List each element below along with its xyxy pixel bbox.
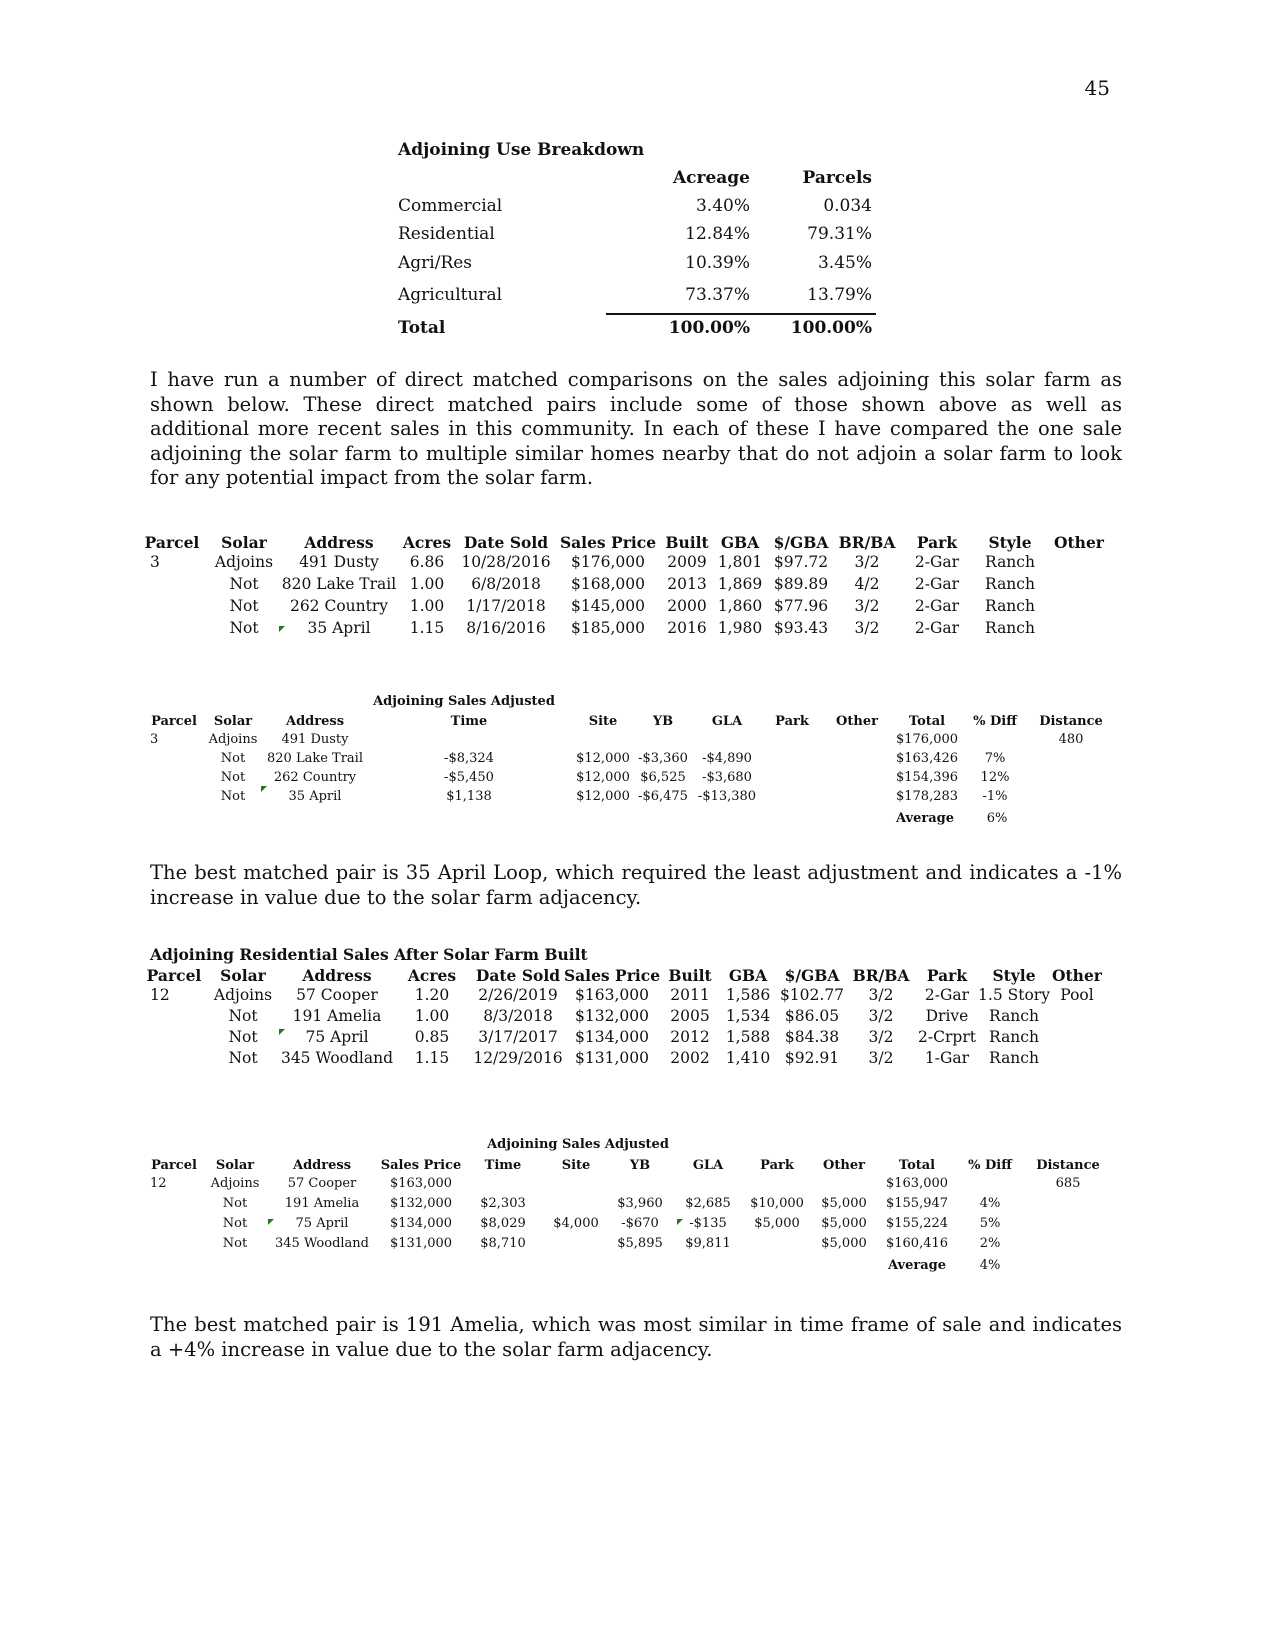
table-cell: 1.00 [409, 575, 445, 593]
breakdown-parcels: 0.034 [823, 196, 872, 216]
breakdown-parcels: 79.31% [807, 224, 872, 244]
column-header: Date Sold [463, 533, 549, 552]
table-cell: 8/3/2018 [483, 1007, 553, 1025]
breakdown-total-rule [606, 313, 876, 315]
column-header: $/GBA [784, 966, 840, 985]
breakdown-label: Agri/Res [398, 253, 473, 273]
column-header: Parcel [151, 1158, 197, 1173]
column-header: YB [629, 1158, 651, 1173]
table-cell: 2% [979, 1236, 1001, 1251]
table-cell: 0.85 [414, 1028, 450, 1046]
column-header: Style [992, 966, 1036, 985]
table-cell: $134,000 [389, 1216, 453, 1231]
table-cell: 35 April [288, 789, 342, 804]
table-cell: 3/17/2017 [478, 1028, 558, 1046]
table-cell: Not [222, 1216, 248, 1231]
page-number: 45 [1084, 76, 1110, 100]
comment-flag-icon [261, 786, 267, 792]
table-cell: 1.5 Story [978, 986, 1050, 1004]
table-cell: 2-Gar [914, 619, 960, 637]
column-header: Time [450, 714, 488, 729]
column-header: Acres [407, 966, 457, 985]
breakdown-col-acreage: Acreage [672, 168, 750, 188]
column-header: Total [898, 1158, 936, 1173]
table-cell: 2000 [667, 597, 707, 615]
column-header: Parcel [151, 714, 197, 729]
column-header: % Diff [973, 714, 1017, 729]
breakdown-header-row [398, 168, 878, 194]
table-cell: $5,000 [754, 1216, 800, 1231]
table-cell: $8,710 [480, 1236, 526, 1251]
table-cell: $92.91 [784, 1049, 840, 1067]
table-cell: Ranch [985, 575, 1035, 593]
breakdown-row [398, 196, 878, 222]
table-cell: Not [220, 751, 246, 766]
table-cell: 2005 [670, 1007, 710, 1025]
average-label: Average [895, 811, 955, 826]
table-cell: $3,960 [617, 1196, 663, 1211]
column-header: GBA [720, 533, 760, 552]
table-cell: Ranch [989, 1007, 1039, 1025]
table-cell: $9,811 [685, 1236, 731, 1251]
table-cell: 3/2 [868, 1028, 894, 1046]
column-header: % Diff [968, 1158, 1012, 1173]
table-cell: 7% [984, 751, 1006, 766]
table-cell: $163,426 [895, 751, 959, 766]
table-cell: $176,000 [571, 553, 645, 571]
table-cell: 2-Gar [914, 553, 960, 571]
table-cell: Not [220, 789, 246, 804]
table-cell: Not [229, 619, 259, 637]
table-cell: $155,224 [885, 1216, 949, 1231]
table-cell: $163,000 [389, 1176, 453, 1191]
column-header: Date Sold [475, 966, 561, 985]
column-header: Other [1052, 966, 1102, 985]
table-cell: 1,860 [717, 597, 763, 615]
table-cell: 4% [979, 1196, 1001, 1211]
table-cell: $5,000 [821, 1236, 867, 1251]
breakdown-col-parcels: Parcels [802, 168, 872, 188]
table-cell: $132,000 [389, 1196, 453, 1211]
column-header: Address [302, 966, 372, 985]
column-header: Other [836, 714, 878, 729]
table-cell: $97.72 [773, 553, 829, 571]
table-cell: $86.05 [784, 1007, 840, 1025]
table-cell: $178,283 [895, 789, 959, 804]
column-header: Parcel [146, 966, 202, 985]
column-header: Address [292, 1158, 352, 1173]
column-header: BR/BA [852, 966, 910, 985]
table-cell: Not [229, 575, 259, 593]
average-value: 4% [979, 1258, 1001, 1273]
table-cell: $1,138 [446, 789, 492, 804]
table-cell: 12% [980, 770, 1010, 785]
column-header: Site [561, 1158, 591, 1173]
table-cell: 820 Lake Trail [281, 575, 397, 593]
breakdown-row [398, 253, 878, 279]
column-header: Sales Price [559, 533, 657, 552]
table-cell: Ranch [989, 1028, 1039, 1046]
table-cell: $77.96 [773, 597, 829, 615]
intro-paragraph-text: I have run a number of direct matched comparisons on the sales adjoining this solar farm as shown below. These direct matched pairs include some of those shown above as well as additional more recent sales in this community. In each of these I have compared the one sale adjoining the solar farm to multiple similar homes nearby that do not adjoin a solar farm to look for any potential impact from the solar farm. [150, 368, 1122, 490]
table-cell: 345 Woodland [274, 1236, 370, 1251]
table-cell: $154,396 [895, 770, 959, 785]
table-cell: -$670 [621, 1216, 659, 1231]
breakdown-title: Adjoining Use Breakdown [398, 140, 645, 160]
table-cell: 3 [150, 553, 160, 571]
table-cell: 1,980 [717, 619, 763, 637]
table-cell: 2-Crprt [918, 1028, 976, 1046]
table-cell: 5% [979, 1216, 1001, 1231]
table-cell: 57 Cooper [296, 986, 378, 1004]
table-cell: 491 Dusty [281, 732, 349, 747]
breakdown-total-label: Total [398, 318, 446, 338]
column-header: BR/BA [838, 533, 896, 552]
table-cell: 57 Cooper [287, 1176, 357, 1191]
breakdown-acreage: 3.40% [695, 196, 750, 216]
column-header: Distance [1039, 714, 1103, 729]
breakdown-label: Commercial [398, 196, 503, 216]
table-cell: 2-Gar [924, 986, 970, 1004]
table-cell: Ranch [985, 597, 1035, 615]
table-cell: Adjoins [208, 732, 258, 747]
table-cell: 1,869 [717, 575, 763, 593]
column-header: $/GBA [773, 533, 829, 552]
table-cell: $5,000 [821, 1196, 867, 1211]
table-cell: 6.86 [409, 553, 445, 571]
column-header: GBA [728, 966, 768, 985]
table-cell: $10,000 [750, 1196, 804, 1211]
conclusion-paragraph-1-text: The best matched pair is 35 April Loop, which required the least adjustment and indicates a -1% increase in value due to the solar farm adjacency. [150, 861, 1122, 909]
table-cell: Not [229, 597, 259, 615]
table-cell: Not [220, 770, 246, 785]
table-cell: $12,000 [576, 770, 630, 785]
table-cell: 191 Amelia [292, 1007, 382, 1025]
table-cell: 10/28/2016 [461, 553, 551, 571]
table-cell: Not [228, 1049, 258, 1067]
breakdown-acreage: 73.37% [685, 285, 750, 305]
table-cell: $2,685 [685, 1196, 731, 1211]
table-cell: 480 [1058, 732, 1084, 747]
table-cell: 1,410 [725, 1049, 771, 1067]
table-cell: -1% [982, 789, 1008, 804]
conclusion-paragraph-2-text: The best matched pair is 191 Amelia, which was most similar in time frame of sale and indicates a +4% increase in value due to the solar farm adjacency. [150, 1313, 1122, 1361]
table-cell: 1-Gar [924, 1049, 970, 1067]
table-cell: Pool [1060, 986, 1094, 1004]
table-cell: -$3,680 [702, 770, 752, 785]
table-cell: Not [228, 1028, 258, 1046]
table-cell: $102.77 [779, 986, 845, 1004]
column-header: Distance [1036, 1158, 1100, 1173]
table-cell: Adjoins [210, 1176, 260, 1191]
table-cell: 1,801 [717, 553, 763, 571]
table-cell: 1.00 [414, 1007, 450, 1025]
column-header: Style [988, 533, 1032, 552]
table-cell: Not [228, 1007, 258, 1025]
column-header: Parcel [144, 533, 200, 552]
column-header: Solar [213, 714, 253, 729]
breakdown-parcels: 3.45% [817, 253, 872, 273]
table-cell: 2016 [667, 619, 707, 637]
table-cell: $176,000 [895, 732, 959, 747]
table-cell: $4,000 [553, 1216, 599, 1231]
table-cell: 12 [150, 986, 170, 1004]
table-cell: 2002 [670, 1049, 710, 1067]
breakdown-acreage: 12.84% [685, 224, 750, 244]
table-cell: 1/17/2018 [466, 597, 546, 615]
table-cell: $84.38 [784, 1028, 840, 1046]
breakdown-label: Agricultural [398, 285, 503, 305]
table-cell: -$5,450 [444, 770, 494, 785]
column-header: Other [1054, 533, 1104, 552]
column-header: Time [484, 1158, 522, 1173]
table-cell: 1,534 [725, 1007, 771, 1025]
table-cell: 75 April [305, 1028, 369, 1046]
table-cell: $163,000 [575, 986, 649, 1004]
table-cell: 3/2 [854, 619, 880, 637]
column-header: Address [304, 533, 374, 552]
table-cell: Drive [925, 1007, 969, 1025]
table-cell: 6/8/2018 [471, 575, 541, 593]
table-cell: -$6,475 [638, 789, 688, 804]
table-cell: 1.20 [414, 986, 450, 1004]
column-header: Park [916, 533, 958, 552]
table-cell: 12/29/2016 [473, 1049, 563, 1067]
column-header: Built [665, 533, 709, 552]
column-header: GLA [711, 714, 743, 729]
table-cell: 4/2 [854, 575, 880, 593]
column-header: Park [926, 966, 968, 985]
table-cell: 345 Woodland [280, 1049, 394, 1067]
table-cell: 2011 [670, 986, 710, 1004]
comment-flag-icon [268, 1219, 274, 1225]
table-cell: $155,947 [885, 1196, 949, 1211]
table-cell: 491 Dusty [299, 553, 379, 571]
average-label: Average [887, 1258, 947, 1273]
column-header: Other [823, 1158, 865, 1173]
table-cell: 2/26/2019 [478, 986, 558, 1004]
table-cell: Adjoins [214, 553, 274, 571]
column-header: Built [668, 966, 712, 985]
table-cell: $12,000 [576, 789, 630, 804]
breakdown-total-row [398, 318, 878, 344]
column-header: Solar [221, 533, 267, 552]
breakdown-label: Residential [398, 224, 495, 244]
conclusion-paragraph-2 [150, 1313, 1122, 1362]
table-cell: 191 Amelia [284, 1196, 360, 1211]
table-cell: 8/16/2016 [466, 619, 546, 637]
table-cell: $134,000 [575, 1028, 649, 1046]
conclusion-paragraph-1 [150, 861, 1122, 910]
table-cell: $131,000 [575, 1049, 649, 1067]
comment-flag-icon [677, 1219, 683, 1225]
column-header: Solar [215, 1158, 255, 1173]
column-header: GLA [692, 1158, 724, 1173]
table-cell: $163,000 [885, 1176, 949, 1191]
table-cell: $131,000 [389, 1236, 453, 1251]
table-cell: 3 [150, 732, 159, 747]
table-cell: 3/2 [868, 1007, 894, 1025]
column-header: Acres [402, 533, 452, 552]
table-cell: $132,000 [575, 1007, 649, 1025]
table-cell: -$135 [689, 1216, 727, 1231]
table-cell: 2012 [670, 1028, 710, 1046]
table-cell: 35 April [307, 619, 371, 637]
table-cell: $5,895 [617, 1236, 663, 1251]
table-cell: $89.89 [773, 575, 829, 593]
table-cell: -$3,360 [638, 751, 688, 766]
column-header: Park [775, 714, 809, 729]
column-header: Address [285, 714, 345, 729]
table-cell: 1.15 [414, 1049, 450, 1067]
average-value: 6% [986, 811, 1008, 826]
table-cell: 1.00 [409, 597, 445, 615]
table-cell: Ranch [989, 1049, 1039, 1067]
table-title: Adjoining Sales Adjusted [373, 694, 555, 709]
table-cell: $5,000 [821, 1216, 867, 1231]
table-cell: -$4,890 [702, 751, 752, 766]
breakdown-row [398, 224, 878, 250]
table-cell: 12 [150, 1176, 167, 1191]
table-cell: $12,000 [576, 751, 630, 766]
table-cell: 3/2 [868, 1049, 894, 1067]
table-cell: 3/2 [868, 986, 894, 1004]
column-header: Total [908, 714, 946, 729]
table-cell: $2,303 [480, 1196, 526, 1211]
table-cell: 262 Country [273, 770, 357, 785]
column-header: Sales Price [380, 1158, 462, 1173]
table-cell: 262 Country [289, 597, 389, 615]
table-cell: Not [222, 1196, 248, 1211]
breakdown-total-acreage: 100.00% [668, 318, 750, 338]
table-cell: 3/2 [854, 597, 880, 615]
table-cell: $185,000 [571, 619, 645, 637]
column-header: Site [588, 714, 618, 729]
comment-flag-icon [279, 626, 285, 632]
breakdown-total-parcels: 100.00% [790, 318, 872, 338]
table-cell: $6,525 [640, 770, 686, 785]
column-header: Park [760, 1158, 794, 1173]
table-cell: 75 April [295, 1216, 349, 1231]
table-cell: Not [222, 1236, 248, 1251]
table-title: Adjoining Residential Sales After Solar Farm Built [150, 945, 588, 964]
comment-flag-icon [279, 1029, 285, 1035]
breakdown-acreage: 10.39% [685, 253, 750, 273]
column-header: Sales Price [563, 966, 661, 985]
table-title: Adjoining Sales Adjusted [487, 1137, 669, 1152]
table-cell: 3/2 [854, 553, 880, 571]
table-cell: 685 [1055, 1176, 1081, 1191]
table-cell: -$13,380 [697, 789, 757, 804]
table-cell: 2-Gar [914, 597, 960, 615]
column-header: YB [652, 714, 674, 729]
table-cell: $145,000 [571, 597, 645, 615]
table-cell: Ranch [985, 619, 1035, 637]
table-cell: 2013 [667, 575, 707, 593]
column-header: Solar [220, 966, 266, 985]
table-cell: 1,588 [725, 1028, 771, 1046]
table-cell: Adjoins [213, 986, 273, 1004]
table-cell: $168,000 [571, 575, 645, 593]
table-cell: Ranch [985, 553, 1035, 571]
table-cell: $93.43 [773, 619, 829, 637]
table-cell: $8,029 [480, 1216, 526, 1231]
table-cell: -$8,324 [444, 751, 494, 766]
breakdown-parcels: 13.79% [807, 285, 872, 305]
intro-paragraph [150, 368, 1122, 491]
table-cell: $160,416 [885, 1236, 949, 1251]
table-cell: 1,586 [725, 986, 771, 1004]
table-cell: 1.15 [409, 619, 445, 637]
table-cell: 2009 [667, 553, 707, 571]
breakdown-row [398, 285, 878, 311]
table-cell: 820 Lake Trail [267, 751, 363, 766]
table-cell: 2-Gar [914, 575, 960, 593]
